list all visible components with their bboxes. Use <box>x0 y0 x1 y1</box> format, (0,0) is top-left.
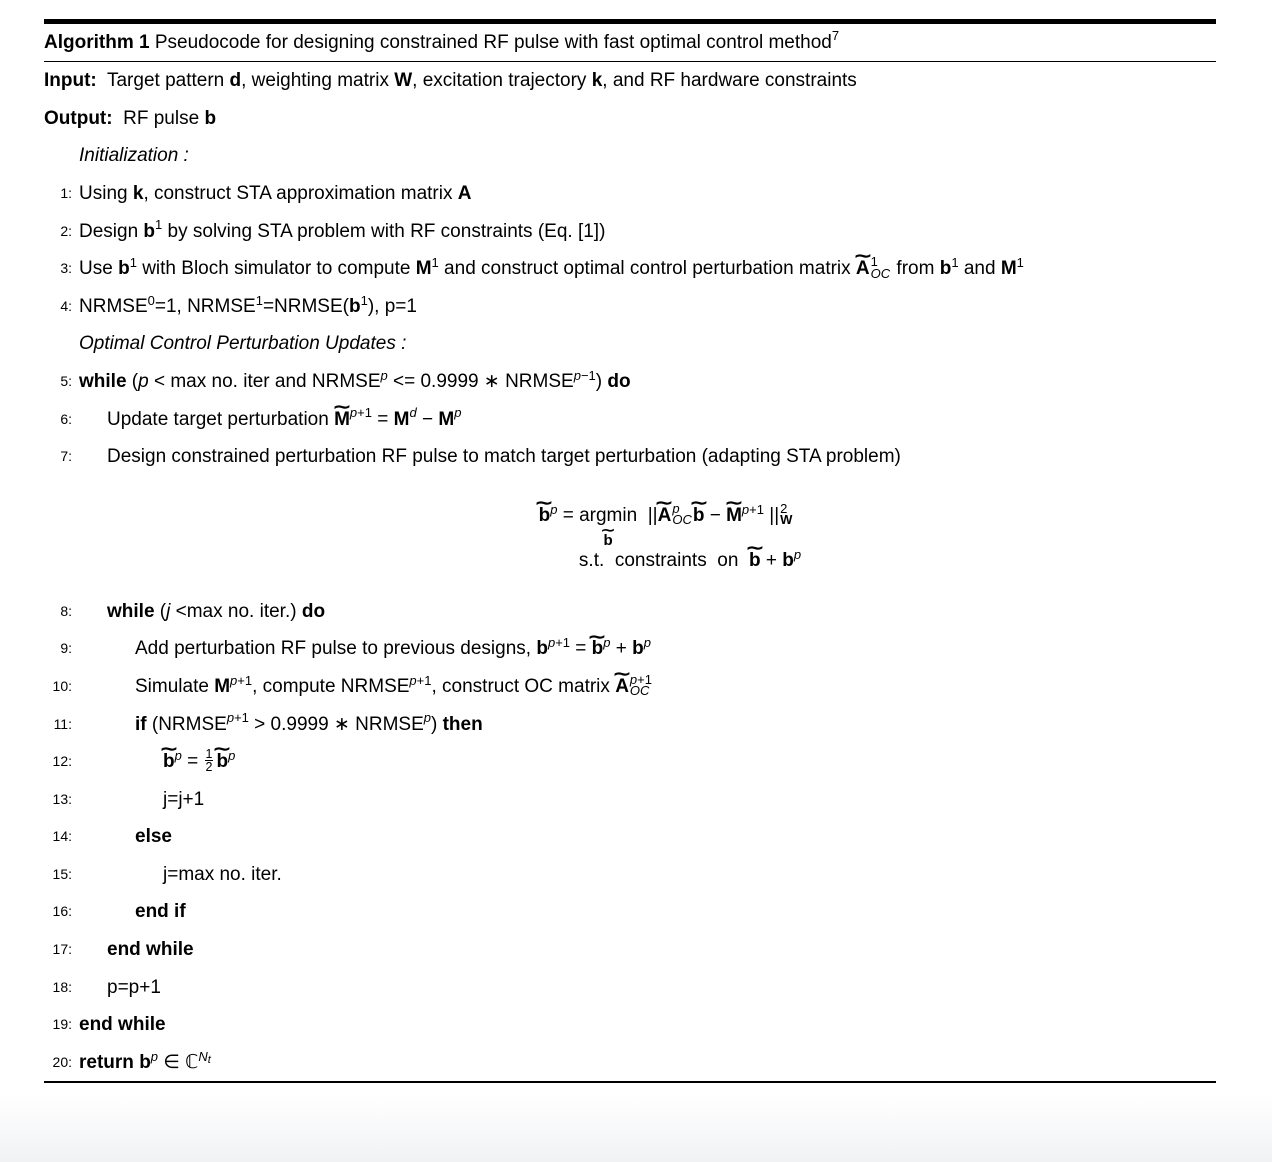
line-number: 15: <box>52 865 72 882</box>
algorithm-line <box>44 288 1216 326</box>
text-run: 0 <box>147 292 155 308</box>
line-content <box>107 401 461 439</box>
italic-text: p <box>741 501 750 517</box>
bold-text: while <box>79 370 127 392</box>
text-run: , and RF hardware constraints <box>602 70 857 92</box>
bold-text: b <box>348 295 361 317</box>
bold-text: then <box>442 713 483 735</box>
text-run: ( <box>126 370 139 392</box>
bold-text: b <box>632 638 644 660</box>
italic-text: d <box>409 405 417 421</box>
line-content <box>79 175 472 213</box>
line-content <box>135 706 483 744</box>
italic-text: OC <box>629 683 650 699</box>
italic-text: Optimal Control Perturbation Updates : <box>79 333 407 355</box>
text-run: ) <box>595 370 608 392</box>
line-content <box>135 893 186 931</box>
bold-text: b <box>143 220 156 242</box>
text-run: p=p+1 <box>107 976 161 998</box>
algorithm-line <box>44 1006 1216 1044</box>
text-run: +1 <box>234 710 249 726</box>
algorithm-line <box>44 818 1216 856</box>
tilde-accented-symbol <box>592 639 604 658</box>
io-declaration-line <box>44 62 1216 100</box>
algorithm-title <box>44 24 1216 61</box>
line-number: 4: <box>60 297 72 314</box>
tilde-accented-symbol <box>856 259 870 278</box>
line-number: 10: <box>52 677 72 694</box>
line-content <box>135 668 653 706</box>
line-number: 2: <box>60 222 72 239</box>
algorithm-line <box>44 438 1216 476</box>
text-run: 2 <box>780 500 788 516</box>
text-run: <= 0.9999 ∗ NRMSE <box>387 370 574 392</box>
text-run: Using <box>79 182 133 204</box>
bold-text: end while <box>107 939 194 961</box>
superscript <box>644 635 651 650</box>
line-number: 8: <box>60 602 72 619</box>
equation-line <box>44 476 1216 549</box>
line-content <box>107 438 901 476</box>
text-run: ), p=1 <box>367 295 417 317</box>
bold-text: b <box>163 751 175 773</box>
italic-text: p <box>550 501 558 517</box>
algorithm-line <box>44 781 1216 819</box>
bold-text: b <box>603 531 613 549</box>
line-number: 1: <box>60 184 72 201</box>
text-run: +1 <box>555 635 571 651</box>
sup-sub-stack <box>871 256 891 279</box>
algorithm-line <box>44 931 1216 969</box>
text-run: = <box>570 638 592 660</box>
line-number: 12: <box>52 753 72 770</box>
superscript <box>603 635 610 650</box>
italic-text: p <box>138 370 149 392</box>
bold-text: if <box>135 713 147 735</box>
algorithm-line <box>44 743 1216 781</box>
bold-text: b <box>538 504 551 526</box>
algorithm-line <box>44 1044 1216 1082</box>
text-run: +1 <box>749 501 764 517</box>
bold-text: A <box>855 258 870 280</box>
bold-text: b <box>939 258 952 280</box>
text-run: 1 <box>951 255 959 271</box>
superscript <box>832 28 839 43</box>
line-content <box>44 62 857 100</box>
italic-text: p <box>150 1048 159 1064</box>
italic-text: p <box>230 672 238 688</box>
bold-text: b <box>591 638 604 660</box>
bold-text: A <box>657 504 672 526</box>
text-run: ) <box>431 713 443 735</box>
superscript <box>155 217 162 232</box>
line-content <box>163 856 282 894</box>
line-content <box>79 363 631 401</box>
bold-text: end while <box>79 1014 166 1036</box>
line-content <box>163 781 204 819</box>
bold-text: W <box>394 70 413 92</box>
io-declaration-line <box>44 100 1216 138</box>
text-run: = <box>371 408 394 430</box>
superscript <box>742 502 764 517</box>
italic-text: p <box>547 635 556 651</box>
line-content <box>79 213 605 251</box>
bold-text: return <box>79 1051 134 1073</box>
text-run: + <box>610 638 633 660</box>
text-run: , construct STA approximation matrix <box>143 182 458 204</box>
numerator: 1 <box>205 747 213 762</box>
bottom-rule <box>44 1081 1216 1083</box>
tilde-accented-symbol <box>693 506 705 525</box>
italic-text: p <box>629 671 638 687</box>
superscript <box>454 405 461 420</box>
superscript <box>350 405 372 420</box>
bold-text: M <box>726 504 742 526</box>
superscript <box>548 635 570 650</box>
line-content <box>107 593 325 631</box>
text-run: 1 <box>360 292 368 308</box>
superscript <box>227 710 249 725</box>
text-run: Add perturbation RF pulse to previous designs, <box>135 638 537 660</box>
algorithm-line <box>44 363 1216 401</box>
line-number: 18: <box>52 978 72 995</box>
tilde-accented-symbol <box>334 410 350 429</box>
italic-text: p <box>603 635 611 651</box>
bold-text: W <box>780 512 793 528</box>
bold-text: M <box>415 258 432 280</box>
text-run: +1 <box>637 671 652 687</box>
bold-text: b <box>216 751 229 773</box>
bold-text: b <box>536 638 548 660</box>
superscript <box>148 293 155 308</box>
line-content <box>135 818 172 856</box>
line-number: 16: <box>52 903 72 920</box>
bold-text: k <box>132 182 144 204</box>
text-run: RF pulse <box>112 107 205 129</box>
line-content <box>79 1006 166 1044</box>
italic-text: t <box>207 1054 211 1067</box>
text-run: 1 <box>129 255 137 271</box>
bold-text: end if <box>135 901 186 923</box>
bold-text: d <box>229 70 242 92</box>
italic-text: p <box>380 367 388 383</box>
tilde-accented-symbol <box>216 752 228 771</box>
text-run: Simulate <box>135 675 215 697</box>
italic-text: j <box>166 600 171 622</box>
bold-text: b <box>692 504 705 526</box>
text-run: , excitation trajectory <box>412 70 592 92</box>
text-run: 1 <box>255 292 263 308</box>
text-run: 1 <box>870 254 878 270</box>
algorithm-line <box>44 401 1216 439</box>
line-content <box>79 1044 211 1082</box>
tilde-accented-symbol <box>539 506 551 525</box>
tilde-accented-symbol <box>658 506 672 525</box>
text-run: +1 <box>237 672 253 688</box>
superscript <box>550 502 557 517</box>
stack-subscript <box>672 514 692 526</box>
stack-subscript <box>630 685 650 697</box>
bold-text: A <box>457 182 472 204</box>
algorithm-line <box>44 969 1216 1007</box>
text-run: 1 <box>155 217 163 233</box>
italic-text: p <box>349 405 358 421</box>
text-run: Use <box>79 258 119 280</box>
superscript <box>409 405 416 420</box>
text-run: Update target perturbation <box>107 408 335 430</box>
line-number: 17: <box>52 941 72 958</box>
text-run: Target pattern <box>96 70 230 92</box>
text-run: > 0.9999 ∗ NRMSE <box>248 713 424 735</box>
underscript <box>604 533 613 549</box>
text-run: = <box>557 504 580 526</box>
text-run: j=max no. iter. <box>163 863 282 885</box>
line-number: 19: <box>52 1016 72 1033</box>
italic-text: p <box>793 546 802 562</box>
equation-content <box>578 546 802 573</box>
text-run: from <box>891 258 940 280</box>
superscript <box>381 368 388 383</box>
algorithm-line <box>44 175 1216 213</box>
superscript <box>574 368 596 383</box>
text-run: (NRMSE <box>146 713 227 735</box>
line-content <box>79 250 1024 288</box>
sup-sub-stack <box>780 500 793 528</box>
algorithm-line <box>44 630 1216 668</box>
bold-text: M <box>438 408 455 430</box>
text-run: with Bloch simulator to compute <box>136 258 416 280</box>
bold-text: b <box>118 258 130 280</box>
sup-sub-stack <box>629 671 652 699</box>
tilde-accented-symbol <box>163 752 175 771</box>
bold-text: b <box>782 549 794 571</box>
text-run: =NRMSE( <box>262 295 349 317</box>
text-run: + <box>760 549 783 571</box>
text-run: +1 <box>416 672 432 688</box>
text-run: and <box>958 258 1001 280</box>
stack-subscript <box>870 265 891 281</box>
line-content <box>79 137 189 175</box>
italic-text: OC <box>870 265 891 281</box>
line-content <box>44 100 216 138</box>
text-run: − <box>416 408 439 430</box>
superscript <box>230 673 252 688</box>
line-number <box>44 137 72 175</box>
text-run: − <box>704 504 727 526</box>
superscript <box>151 1049 158 1064</box>
algorithm-box <box>44 19 1216 1083</box>
text-run: +1 <box>357 405 372 421</box>
tilde-accented-symbol <box>615 677 629 696</box>
bold-text: Input: <box>44 70 97 92</box>
algorithm-line <box>44 250 1216 288</box>
italic-text: p <box>454 405 462 421</box>
italic-text: p <box>228 747 236 763</box>
line-content <box>163 743 235 781</box>
italic-text: p <box>643 635 652 651</box>
text-run: by solving STA problem with RF constraints (Eq. [1]) <box>162 220 606 242</box>
bold-text: Output: <box>44 107 113 129</box>
tilde-accented-symbol <box>604 533 613 548</box>
bold-text: while <box>107 600 155 622</box>
italic-text: p <box>672 500 680 516</box>
superscript <box>794 547 801 562</box>
superscript <box>1017 255 1024 270</box>
text-run: Pseudocode for designing constrained RF pulse with fast optimal control method <box>149 31 832 53</box>
line-number: 3: <box>60 260 72 277</box>
algorithm-line <box>44 893 1216 931</box>
bold-text: else <box>135 826 172 848</box>
superscript <box>424 710 431 725</box>
line-number: 6: <box>60 410 72 427</box>
italic-text: p <box>174 747 182 763</box>
text-run: || <box>637 504 658 526</box>
text-run: ∈ ℂ <box>158 1051 199 1073</box>
italic-text: p <box>573 367 581 383</box>
bold-text: M <box>393 408 410 430</box>
text-run: NRMSE <box>79 295 148 317</box>
superscript <box>228 748 235 763</box>
comment-line <box>44 325 1216 363</box>
bold-text: Algorithm 1 <box>44 31 150 53</box>
text-run: < max no. iter and NRMSE <box>148 370 381 392</box>
subscript <box>208 1054 211 1066</box>
superscript <box>198 1048 211 1067</box>
line-content <box>107 931 194 969</box>
stack-subscript <box>780 514 792 526</box>
superscript <box>130 255 137 270</box>
algorithm-line <box>44 668 1216 706</box>
text-run: j=j+1 <box>163 788 205 810</box>
algorithm-line <box>44 706 1216 744</box>
line-number: 5: <box>60 372 72 389</box>
superscript <box>256 293 263 308</box>
line-number: 11: <box>53 715 72 732</box>
line-content <box>79 325 406 363</box>
bold-text: b <box>748 549 761 571</box>
algorithm-lines <box>44 62 1216 1081</box>
italic-text: p <box>423 710 431 726</box>
text-run: −1 <box>580 367 596 383</box>
superscript <box>409 673 431 688</box>
italic-text: p <box>226 710 235 726</box>
text-run: || <box>763 504 780 526</box>
italic-text: OC <box>672 512 692 528</box>
bold-text: M <box>334 408 350 430</box>
bold-text: do <box>301 600 326 622</box>
bold-text: b <box>139 1051 151 1073</box>
superscript <box>175 748 182 763</box>
comment-line <box>44 137 1216 175</box>
text-run: ( <box>154 600 167 622</box>
line-number: 14: <box>52 828 72 845</box>
algorithm-line <box>44 593 1216 631</box>
text-run: and construct optimal control perturbation matrix <box>438 258 856 280</box>
text-run: <max no. iter.) <box>170 600 302 622</box>
italic-text: N <box>198 1048 208 1064</box>
superscript <box>432 255 439 270</box>
algorithm-line <box>44 856 1216 894</box>
equation-line <box>44 546 1216 573</box>
denominator: 2 <box>205 760 213 775</box>
bold-text: b <box>204 107 217 129</box>
bold-text: M <box>214 675 231 697</box>
line-content <box>107 969 161 1007</box>
text-run: 7 <box>831 28 840 44</box>
tilde-accented-symbol <box>749 551 761 570</box>
italic-text: p <box>409 672 417 688</box>
text-run: s.t. constraints on <box>578 549 749 571</box>
text-run: argmin <box>579 504 638 526</box>
text-run: 1 <box>431 255 439 271</box>
bold-text: A <box>615 675 629 697</box>
line-number: 13: <box>52 790 72 807</box>
bold-text: k <box>591 70 603 92</box>
bold-text: M <box>1000 258 1017 280</box>
line-content <box>135 630 651 668</box>
superscript <box>361 293 368 308</box>
text-run: , compute NRMSE <box>252 675 410 697</box>
text-run: , weighting matrix <box>241 70 395 92</box>
line-number <box>44 325 72 363</box>
text-run: , construct OC matrix <box>431 675 616 697</box>
superscript <box>951 255 958 270</box>
italic-text: Initialization : <box>79 145 189 167</box>
line-number: 7: <box>60 448 72 465</box>
text-run: Design <box>79 220 144 242</box>
operator-with-underscript <box>579 505 637 549</box>
text-run: =1, NRMSE <box>154 295 256 317</box>
algorithm-line <box>44 213 1216 251</box>
text-run: 1 <box>1016 255 1024 271</box>
line-number: 9: <box>60 640 72 657</box>
text-run: = <box>181 751 204 773</box>
line-content <box>79 288 417 326</box>
tilde-accented-symbol <box>726 506 742 525</box>
text-run: Design constrained perturbation RF pulse to match target perturbation (adapting STA problem) <box>107 446 901 468</box>
bold-text: do <box>607 370 631 392</box>
line-number: 20: <box>52 1053 72 1070</box>
